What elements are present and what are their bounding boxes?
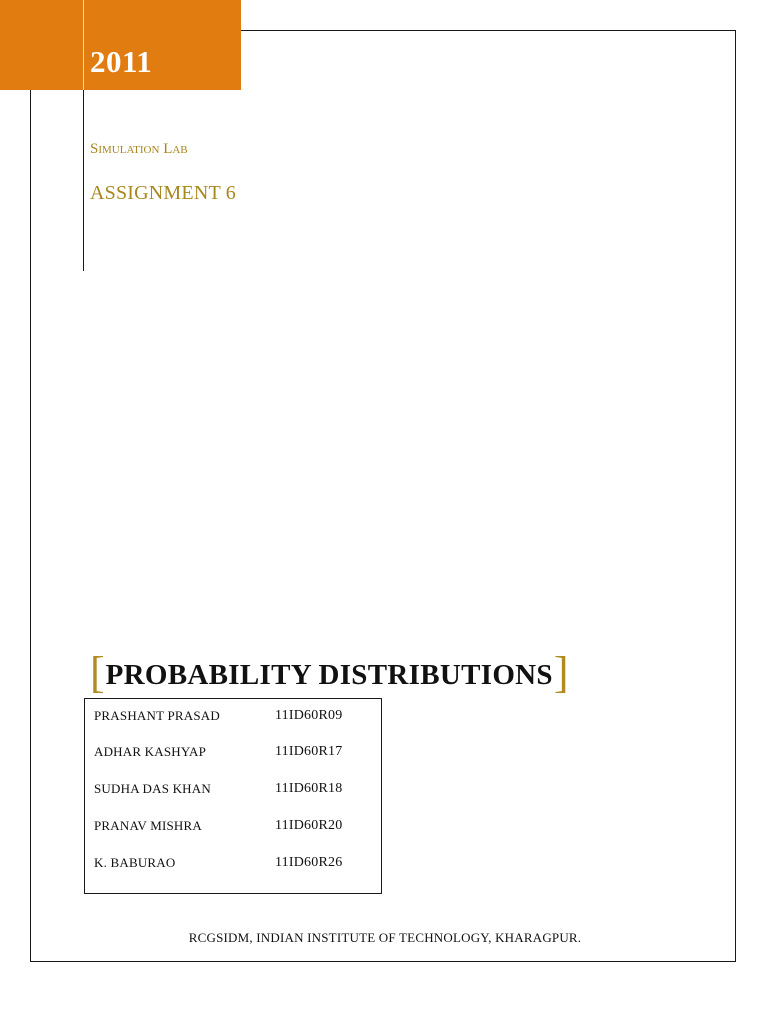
vertical-rule-highlight xyxy=(83,0,84,90)
member-roll-number: 11ID60R17 xyxy=(275,744,343,759)
document-title xyxy=(90,650,569,696)
member-row xyxy=(94,705,374,727)
members-table xyxy=(84,698,382,894)
member-row xyxy=(94,852,374,874)
member-name: PRASHANT PRASAD xyxy=(94,708,220,723)
title-left-bracket: [ xyxy=(90,648,105,697)
member-name: SUDHA DAS KHAN xyxy=(94,781,211,796)
title-right-bracket: ] xyxy=(553,648,569,697)
institution-footer: RCGSIDM, INDIAN INSTITUTE OF TECHNOLOGY, KHARAGPUR. xyxy=(188,930,582,945)
member-row xyxy=(94,815,374,837)
member-roll-number: 11ID60R09 xyxy=(275,708,343,723)
title-text: PROBABILITY DISTRIBUTIONS xyxy=(105,658,553,691)
year-label: 2011 xyxy=(90,44,153,79)
member-name: ADHAR KASHYAP xyxy=(94,744,207,759)
assignment-title: ASSIGNMENT 6 xyxy=(90,182,236,204)
member-row xyxy=(94,778,374,800)
year-banner xyxy=(0,0,241,90)
lab-title: Simulation Lab xyxy=(90,141,188,157)
member-name: K. BABURAO xyxy=(94,855,176,870)
member-row xyxy=(94,741,374,763)
member-roll-number: 11ID60R20 xyxy=(275,818,343,833)
member-roll-number: 11ID60R18 xyxy=(275,781,343,796)
member-roll-number: 11ID60R26 xyxy=(275,855,343,870)
member-name: PRANAV MISHRA xyxy=(94,818,202,833)
